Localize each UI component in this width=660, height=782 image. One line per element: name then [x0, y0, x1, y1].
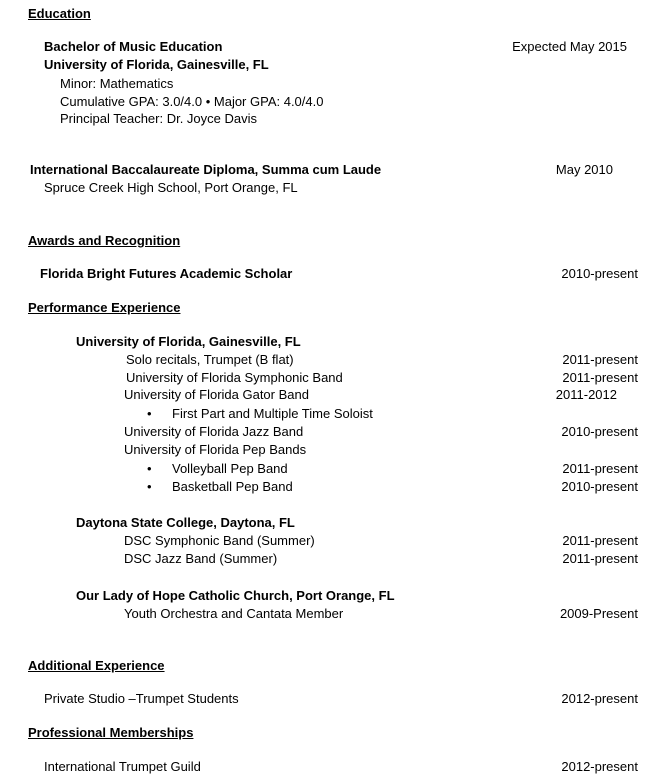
bme-degree: Bachelor of Music Education — [44, 39, 223, 54]
ib-degree: International Baccalaureate Diploma, Summa cum Laude — [30, 162, 382, 177]
uf-item-volleyball-date: 2011-present — [562, 461, 638, 476]
uf-item-soloist: First Part and Multiple Time Soloist — [172, 406, 373, 421]
uf-item-solo: Solo recitals, Trumpet (B flat) — [126, 352, 294, 367]
bullet-icon: • — [147, 461, 152, 476]
dsc-item-symphonic: DSC Symphonic Band (Summer) — [124, 533, 315, 548]
uf-item-jazz-date: 2010-present — [561, 424, 638, 439]
award-date: 2010-present — [561, 266, 638, 281]
dsc-item-jazz-date: 2011-present — [562, 551, 638, 566]
olh-item-youth-date: 2009-Present — [559, 606, 638, 621]
dsc-item-symphonic-date: 2011-present — [562, 533, 638, 548]
uf-item-symphonic: University of Florida Symphonic Band — [126, 370, 343, 385]
uf-item-jazz: University of Florida Jazz Band — [124, 424, 304, 439]
additional-item: Private Studio –Trumpet Students — [44, 691, 239, 706]
uf-item-basketball: Basketball Pep Band — [172, 479, 293, 494]
uf-item-gator: University of Florida Gator Band — [124, 387, 309, 402]
uf-item-volleyball: Volleyball Pep Band — [172, 461, 288, 476]
additional-item-date: 2012-present — [561, 691, 638, 706]
award-item: Florida Bright Futures Academic Scholar — [40, 266, 293, 281]
uf-item-solo-date: 2011-present — [562, 352, 638, 367]
uf-item-basketball-date: 2010-present — [561, 479, 638, 494]
dsc-org-name: Daytona State College, Daytona, FL — [76, 515, 295, 530]
uf-org-name: University of Florida, Gainesville, FL — [76, 334, 301, 349]
additional-heading: Additional Experience — [28, 658, 165, 673]
bme-gpa: Cumulative GPA: 3.0/4.0 • Major GPA: 4.0/4.0 — [60, 94, 324, 109]
bme-teacher: Principal Teacher: Dr. Joyce Davis — [60, 111, 258, 126]
bullet-icon: • — [147, 479, 152, 494]
ib-school: Spruce Creek High School, Port Orange, FL — [44, 180, 298, 195]
dsc-item-jazz: DSC Jazz Band (Summer) — [124, 551, 278, 566]
ib-date: May 2010 — [555, 162, 613, 177]
olh-item-youth: Youth Orchestra and Cantata Member — [124, 606, 344, 621]
performance-heading: Performance Experience — [28, 300, 181, 315]
awards-heading: Awards and Recognition — [28, 233, 181, 248]
membership-item: International Trumpet Guild — [44, 759, 201, 774]
bme-school: University of Florida, Gainesville, FL — [44, 57, 269, 72]
bullet-icon: • — [147, 406, 152, 421]
uf-item-symphonic-date: 2011-present — [562, 370, 638, 385]
bme-minor: Minor: Mathematics — [60, 76, 174, 91]
memberships-heading: Professional Memberships — [28, 725, 194, 740]
membership-item-date: 2012-present — [561, 759, 638, 774]
uf-item-pep: University of Florida Pep Bands — [124, 442, 307, 457]
uf-item-gator-date: 2011-2012 — [555, 387, 617, 402]
bme-date: Expected May 2015 — [512, 39, 627, 54]
education-heading: Education — [28, 6, 91, 21]
olh-org-name: Our Lady of Hope Catholic Church, Port Orange, FL — [76, 588, 395, 603]
